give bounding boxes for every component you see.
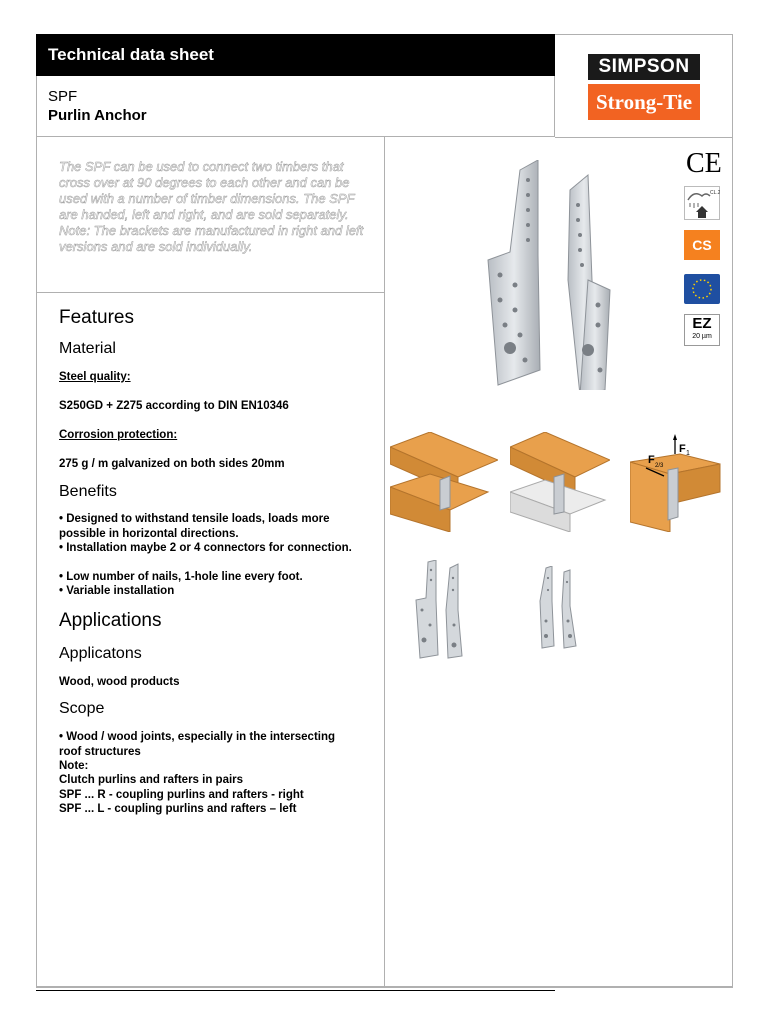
ez-mark-icon <box>684 314 720 346</box>
product-name: Purlin Anchor <box>48 107 147 124</box>
scope-line: • Wood / wood joints, especially in the intersecting roof structures <box>59 731 336 758</box>
features-heading: Features <box>59 307 134 328</box>
logo-bottom: Strong-Tie <box>588 84 700 120</box>
logo-top: SIMPSON <box>588 54 700 80</box>
variant-pair-tall <box>410 560 466 660</box>
benefit-item: • Variable installation <box>59 585 175 597</box>
cl-label: CL.2 <box>710 190 720 196</box>
material-heading: Material <box>59 340 116 357</box>
eta-mark-icon <box>684 274 720 304</box>
page-title: Technical data sheet <box>48 45 214 64</box>
benefits-heading: Benefits <box>59 483 117 500</box>
f1-sub-label: 1 <box>686 450 690 457</box>
footer-rule <box>36 990 555 991</box>
simpson-logo <box>588 54 700 120</box>
product-code: SPF <box>48 88 78 105</box>
applications-heading: Applications <box>59 610 162 631</box>
ez-sub-label: 20 µm <box>692 333 712 340</box>
f23-label: F <box>648 454 655 466</box>
scope-line: Clutch purlins and rafters in pairs <box>59 774 244 786</box>
installation-diagram-2 <box>510 432 610 532</box>
steel-label: Steel quality: <box>59 371 131 383</box>
column-divider <box>384 137 385 987</box>
applications-text: Wood, wood products <box>59 676 180 688</box>
benefit-item: • Low number of nails, 1-hole line every foot. <box>59 571 303 583</box>
title-bar <box>36 34 555 76</box>
variant-pair-short <box>536 566 580 650</box>
cs-mark-icon: CS <box>684 230 720 260</box>
installation-diagram-1 <box>390 432 498 532</box>
scope-line: SPF ... L - coupling purlins and rafters – left <box>59 803 297 815</box>
steel-value: S250GD + Z275 according to DIN EN10346 <box>59 400 289 412</box>
footer-divider <box>36 987 733 988</box>
corrosion-value: 275 g / m galvanized on both sides 20mm <box>59 458 285 470</box>
ez-label: EZ <box>692 315 712 332</box>
ce-mark-icon: CE <box>686 148 722 179</box>
scope-line: SPF ... R - coupling purlins and rafters - right <box>59 789 304 801</box>
benefit-item: • Designed to withstand tensile loads, loads more possible in horizontal directions. <box>59 513 330 540</box>
installation-diagram-3 <box>630 432 722 532</box>
f23-sub-label: 2/3 <box>655 463 664 469</box>
bracket-left-icon <box>488 160 540 385</box>
service-class-icon <box>684 186 720 216</box>
intro-divider <box>36 292 384 293</box>
applications-subheading: Applicatons <box>59 645 142 662</box>
corrosion-label: Corrosion protection: <box>59 429 178 441</box>
scope-heading: Scope <box>59 700 105 717</box>
intro-text: The SPF can be used to connect two timbers that cross over at 90 degrees to each other and can be used with a number of timber dimensions. The SPF are handed, left and right, and are sold separately. Note: The brackets are manufactured in right and left versions and are sold individually. <box>59 159 364 254</box>
bracket-right-icon <box>568 175 610 390</box>
header-divider <box>555 137 733 138</box>
benefit-item: • Installation maybe 2 or 4 connectors for connection. <box>59 542 352 554</box>
product-photo <box>420 160 630 390</box>
f1-label: F <box>679 443 686 455</box>
scope-line: Note: <box>59 760 89 772</box>
